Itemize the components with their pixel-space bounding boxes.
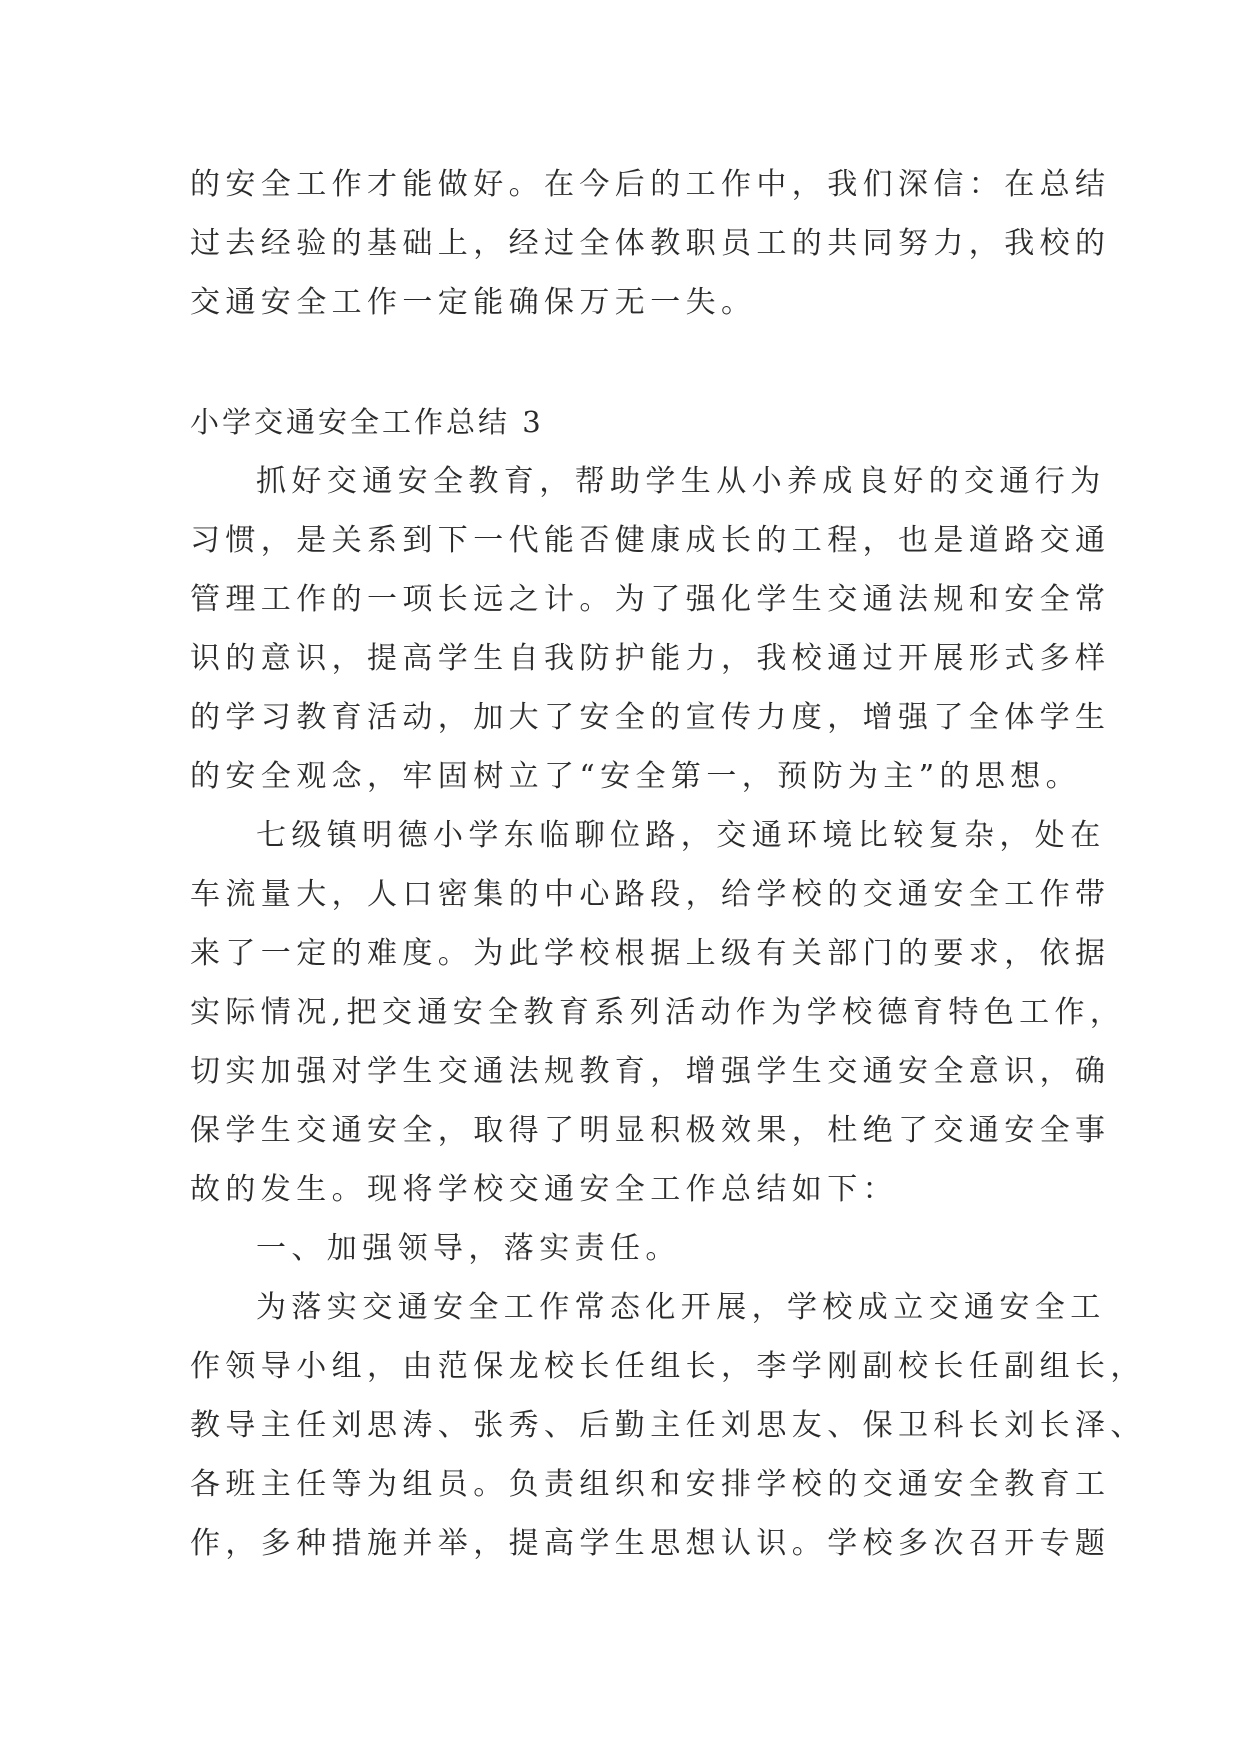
text-line: 过去经验的基础上，经过全体教职员工的共同努力，我校的 (190, 226, 1111, 261)
text-line: 教导主任刘思涛、张秀、后勤主任刘思友、保卫科长刘长泽、 (190, 1408, 1146, 1443)
text-line: 的安全观念，牢固树立了“安全第一，预防为主”的思想。 (190, 759, 1082, 794)
text-line: 保学生交通安全，取得了明显积极效果，杜绝了交通安全事 (190, 1113, 1111, 1148)
paragraph-first-line: 为落实交通安全工作常态化开展，学校成立交通安全工 (256, 1290, 1106, 1325)
text-line: 习惯，是关系到下一代能否健康成长的工程，也是道路交通 (190, 523, 1111, 558)
paragraph-first-line: 七级镇明德小学东临聊位路，交通环境比较复杂，处在 (256, 818, 1106, 853)
text-line: 作领导小组，由范保龙校长任组长，李学刚副校长任副组长， (190, 1349, 1146, 1384)
section-heading: 小学交通安全工作总结 3 (190, 405, 544, 439)
text-line: 管理工作的一项长远之计。为了强化学生交通法规和安全常 (190, 582, 1111, 617)
text-line: 的安全工作才能做好。在今后的工作中，我们深信：在总结 (190, 167, 1111, 202)
text-line: 实际情况,把交通安全教育系列活动作为学校德育特色工作， (190, 995, 1126, 1030)
text-line: 切实加强对学生交通法规教育，增强学生交通安全意识，确 (190, 1054, 1111, 1089)
section-heading-block (190, 393, 1060, 452)
text-line: 交通安全工作一定能确保万无一失。 (190, 285, 757, 320)
text-line: 故的发生。现将学校交通安全工作总结如下： (190, 1172, 898, 1207)
subsection-heading: 一、加强领导，落实责任。 (256, 1231, 681, 1266)
intro-paragraph (190, 155, 1111, 332)
text-line: 各班主任等为组员。负责组织和安排学校的交通安全教育工 (190, 1467, 1111, 1502)
text-line: 车流量大，人口密集的中心路段，给学校的交通安全工作带 (190, 877, 1111, 912)
text-line: 识的意识，提高学生自我防护能力，我校通过开展形式多样 (190, 641, 1111, 676)
body-text (190, 452, 1146, 1573)
text-line: 的学习教育活动，加大了安全的宣传力度，增强了全体学生 (190, 700, 1111, 735)
text-line: 作，多种措施并举，提高学生思想认识。学校多次召开专题 (190, 1526, 1111, 1561)
text-line: 来了一定的难度。为此学校根据上级有关部门的要求，依据 (190, 936, 1111, 971)
paragraph-first-line: 抓好交通安全教育，帮助学生从小养成良好的交通行为 (256, 464, 1106, 499)
